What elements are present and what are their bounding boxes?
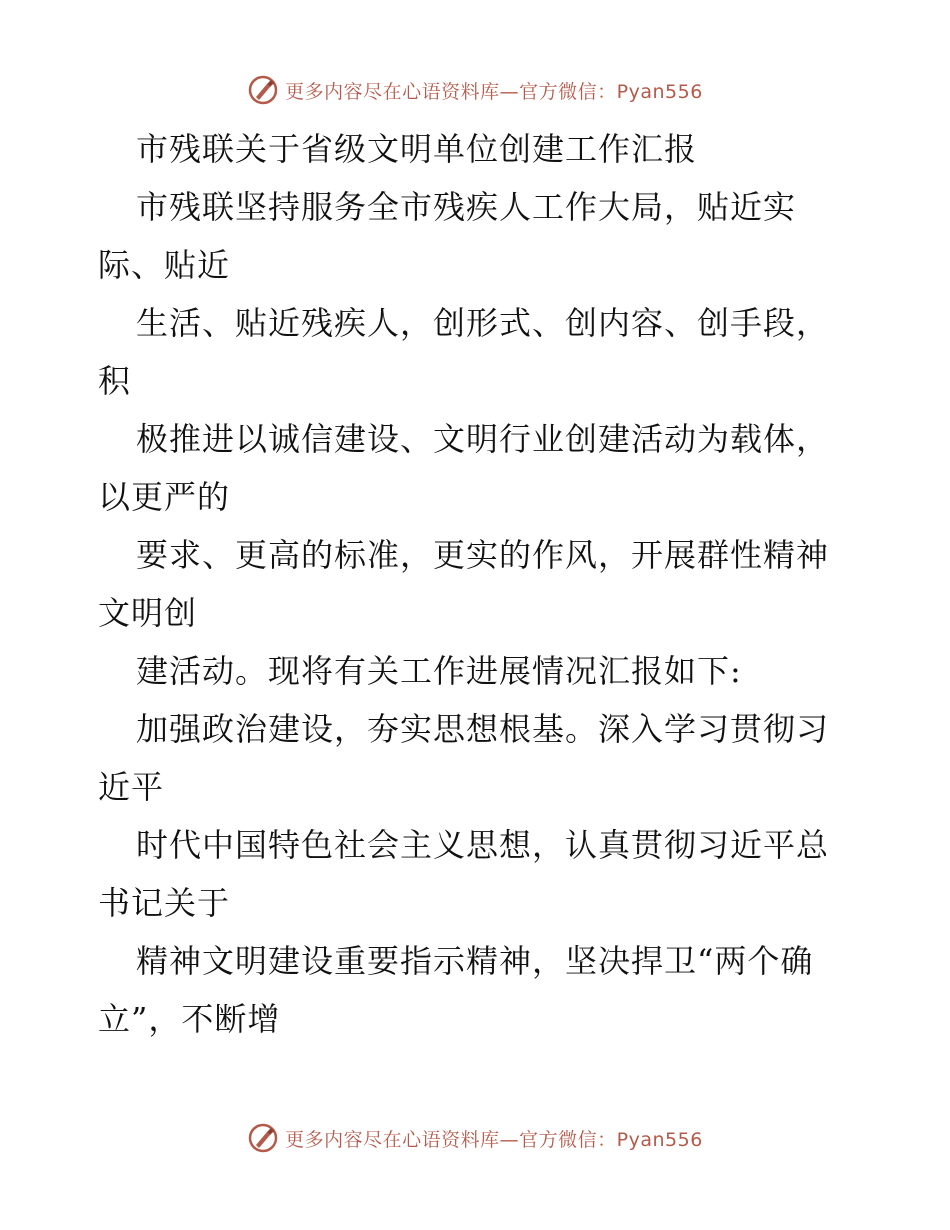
footer-banner — [0, 1118, 950, 1158]
doc-line: 书记关于 — [98, 884, 231, 922]
doc-line: 建活动。现将有关工作进展情况汇报如下: — [136, 652, 742, 690]
banner-text: 更多内容尽在心语资料库—官方微信：Pyan556 — [285, 1128, 703, 1151]
doc-line: 要求、更高的标准，更实的作风，开展群性精神 — [136, 536, 830, 574]
document-body — [98, 120, 858, 1048]
doc-line: 市残联关于省级文明单位创建工作汇报 — [136, 130, 698, 168]
doc-line: 加强政治建设，夯实思想根基。深入学习贯彻习 — [136, 710, 830, 748]
doc-line: 市残联坚持服务全市残疾人工作大局，贴近实 — [136, 188, 797, 226]
doc-line: 以更严的 — [98, 478, 231, 516]
doc-line: 文明创 — [98, 594, 198, 632]
doc-line: 精神文明建设重要指示精神，坚决捍卫“两个确 — [136, 942, 814, 980]
pen-logo-icon — [247, 1122, 279, 1154]
doc-line: 积 — [98, 362, 132, 400]
doc-line: 极推进以诚信建设、文明行业创建活动为载体， — [136, 420, 830, 458]
doc-line: 近平 — [98, 768, 165, 806]
banner-text: 更多内容尽在心语资料库—官方微信：Pyan556 — [285, 80, 703, 103]
pen-logo-icon — [247, 74, 279, 106]
doc-line: 时代中国特色社会主义思想，认真贯彻习近平总 — [136, 826, 830, 864]
doc-line: 际、贴近 — [98, 246, 231, 284]
doc-line: 生活、贴近残疾人，创形式、创内容、创手段， — [136, 304, 830, 342]
header-banner — [0, 70, 950, 110]
doc-line: 立”，不断增 — [98, 1000, 281, 1038]
